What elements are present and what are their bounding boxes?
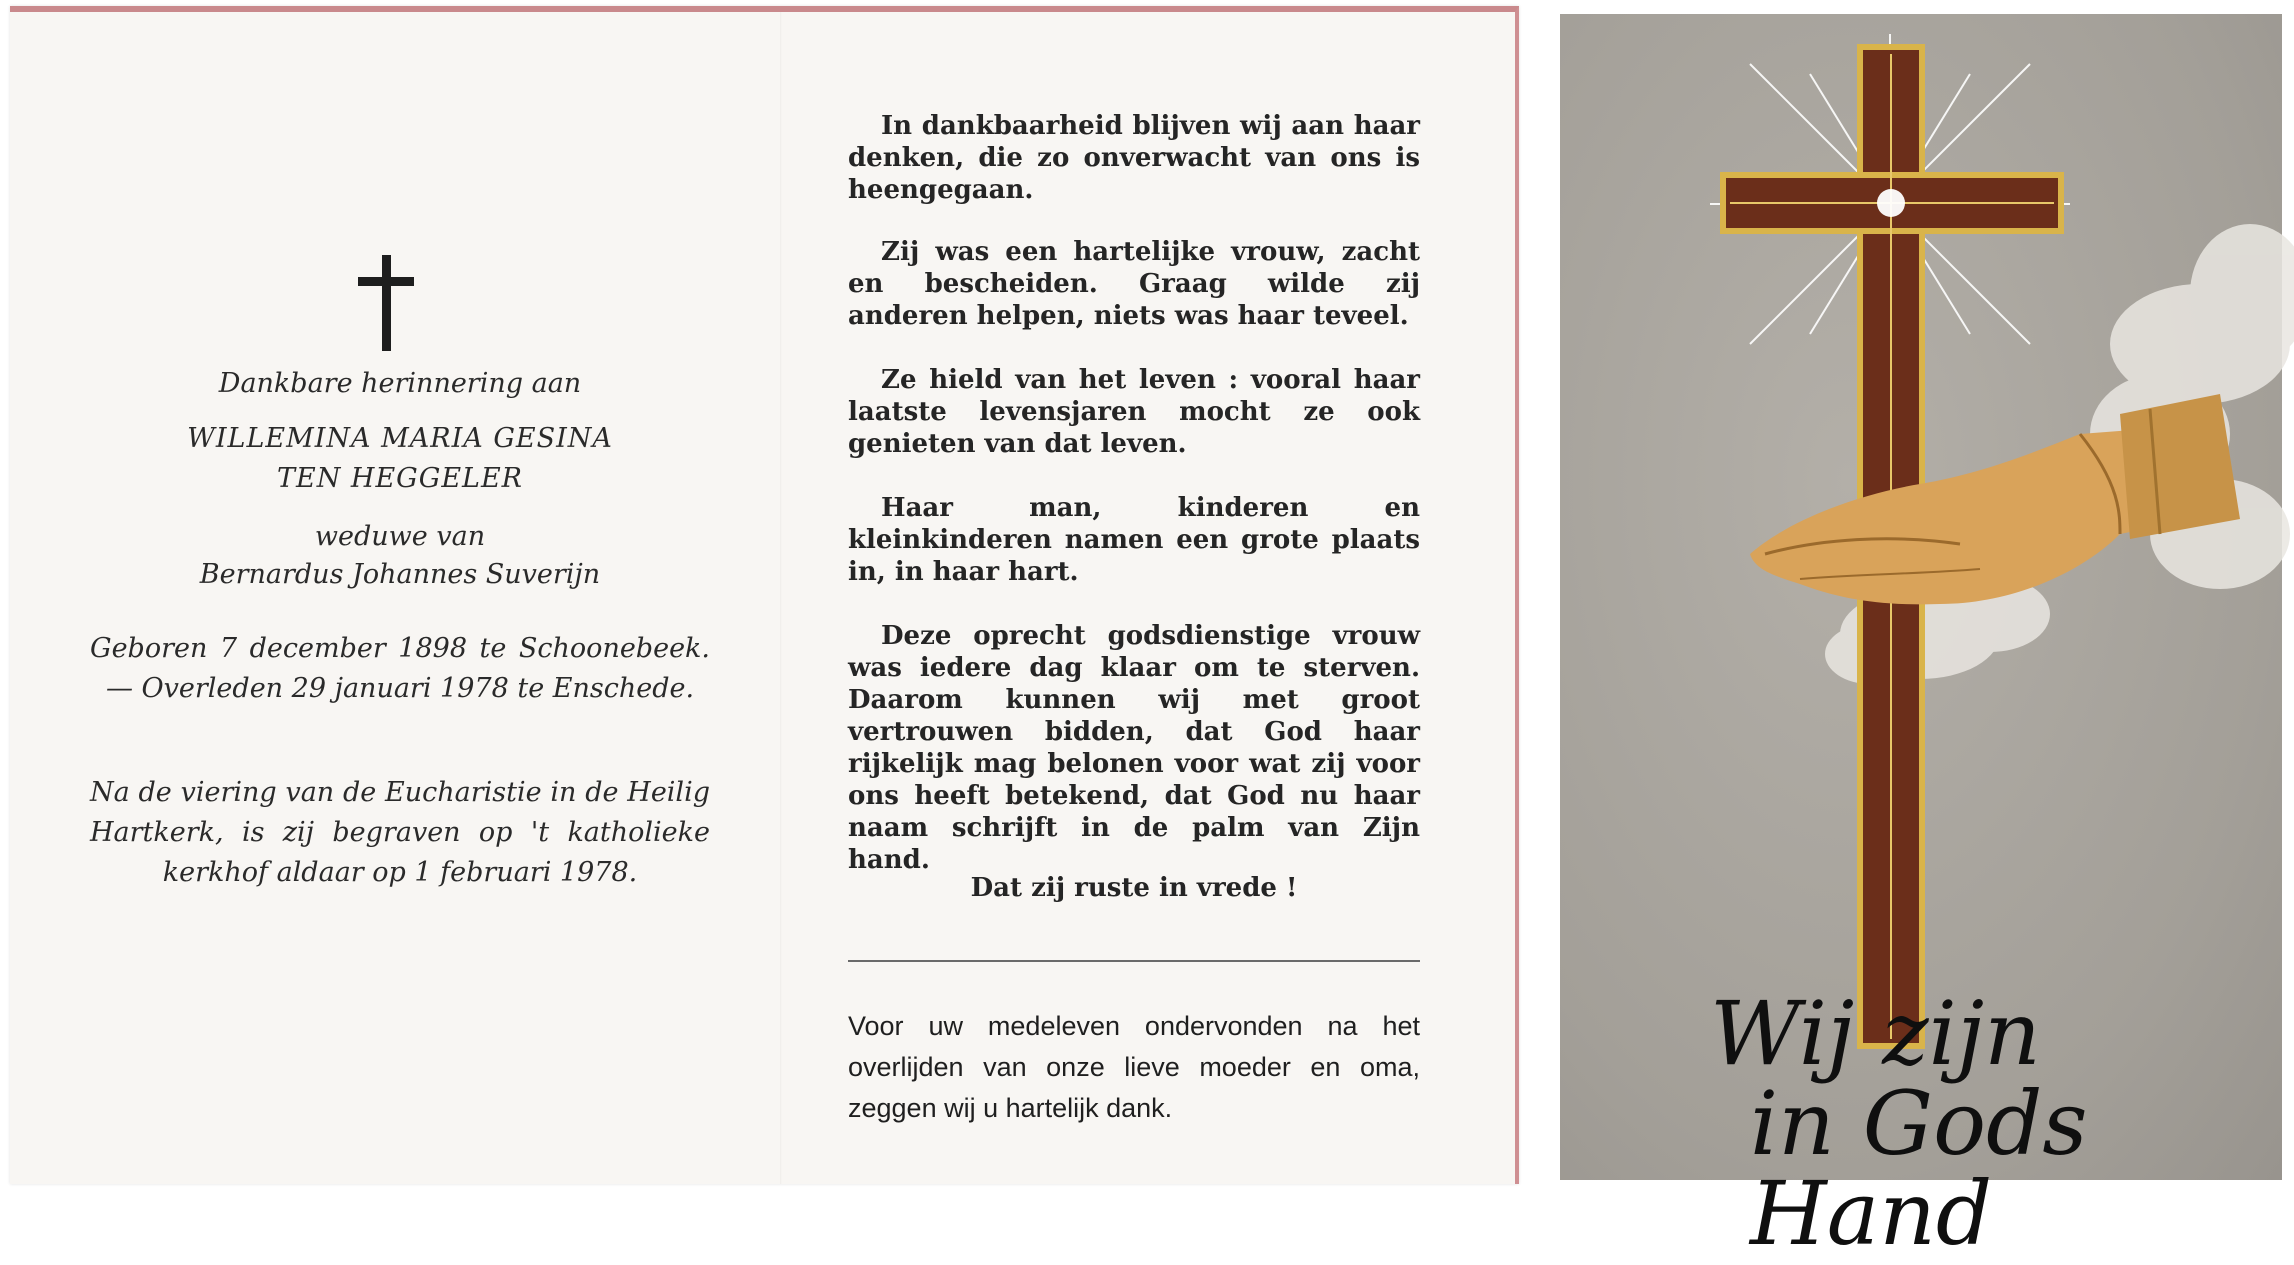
- closing-line: Dat zij ruste in vrede !: [970, 873, 1298, 903]
- paragraph-4: Haar man, kinderen en kleinkinderen namen een grote plaats in, in haar hart.: [848, 493, 1420, 587]
- hand-icon: [1750, 394, 2240, 604]
- heading: Dankbare herinnering aan: [218, 368, 582, 399]
- divider-line: [848, 960, 1420, 962]
- motto-line-1: Wij zijn: [1710, 982, 2041, 1085]
- memorial-card-inside: [10, 6, 1519, 1184]
- picture-card: [1560, 14, 2282, 1265]
- motto-line-2: in Gods Hand: [1750, 1072, 2088, 1265]
- thanks-text: Voor uw medeleven ondervonden na het overlijden van onze lieve moeder en oma, zeggen wij u hartelijk dank.: [848, 1011, 1420, 1123]
- paragraph-2: Zij was een hartelijke vrouw, zacht en bescheiden. Graag wilde zij anderen helpen, niets was haar teveel.: [848, 237, 1420, 331]
- cross-icon: [358, 255, 414, 351]
- paragraph-3: Ze hield van het leven : vooral haar laatste levensjaren mocht ze ook genieten van dat leven.: [848, 365, 1420, 459]
- paragraph-1: In dankbaarheid blijven wij aan haar denken, die zo onverwacht van ons is heengegaan.: [848, 111, 1420, 205]
- paragraph-5: Deze oprecht godsdienstige vrouw was iedere dag klaar om te sterven. Daarom kunnen wij met groot vertrouwen bidden, dat God haar rijkelijk mag belonen voor wat zij voor ons heeft betekend, dat God nu haar naam schrijft in de palm van Zijn hand.: [848, 621, 1420, 875]
- burial-text: Na de viering van de Eucharistie in de Heilig Hartkerk, is zij begraven op 't katholieke kerkhof aldaar op 1 februari 1978.: [90, 777, 710, 888]
- card-fold: [780, 12, 782, 1184]
- name-line-1: WILLEMINA MARIA GESINA: [187, 423, 613, 454]
- widow-label: weduwe van: [314, 521, 486, 552]
- birth-death-text: Geboren 7 december 1898 te Schoonebeek. — Overleden 29 januari 1978 te Enschede.: [90, 633, 710, 704]
- name-line-2: TEN HEGGELER: [277, 463, 523, 494]
- motto-text: [1680, 982, 2200, 1265]
- husband-name: Bernardus Johannes Suverijn: [199, 559, 601, 590]
